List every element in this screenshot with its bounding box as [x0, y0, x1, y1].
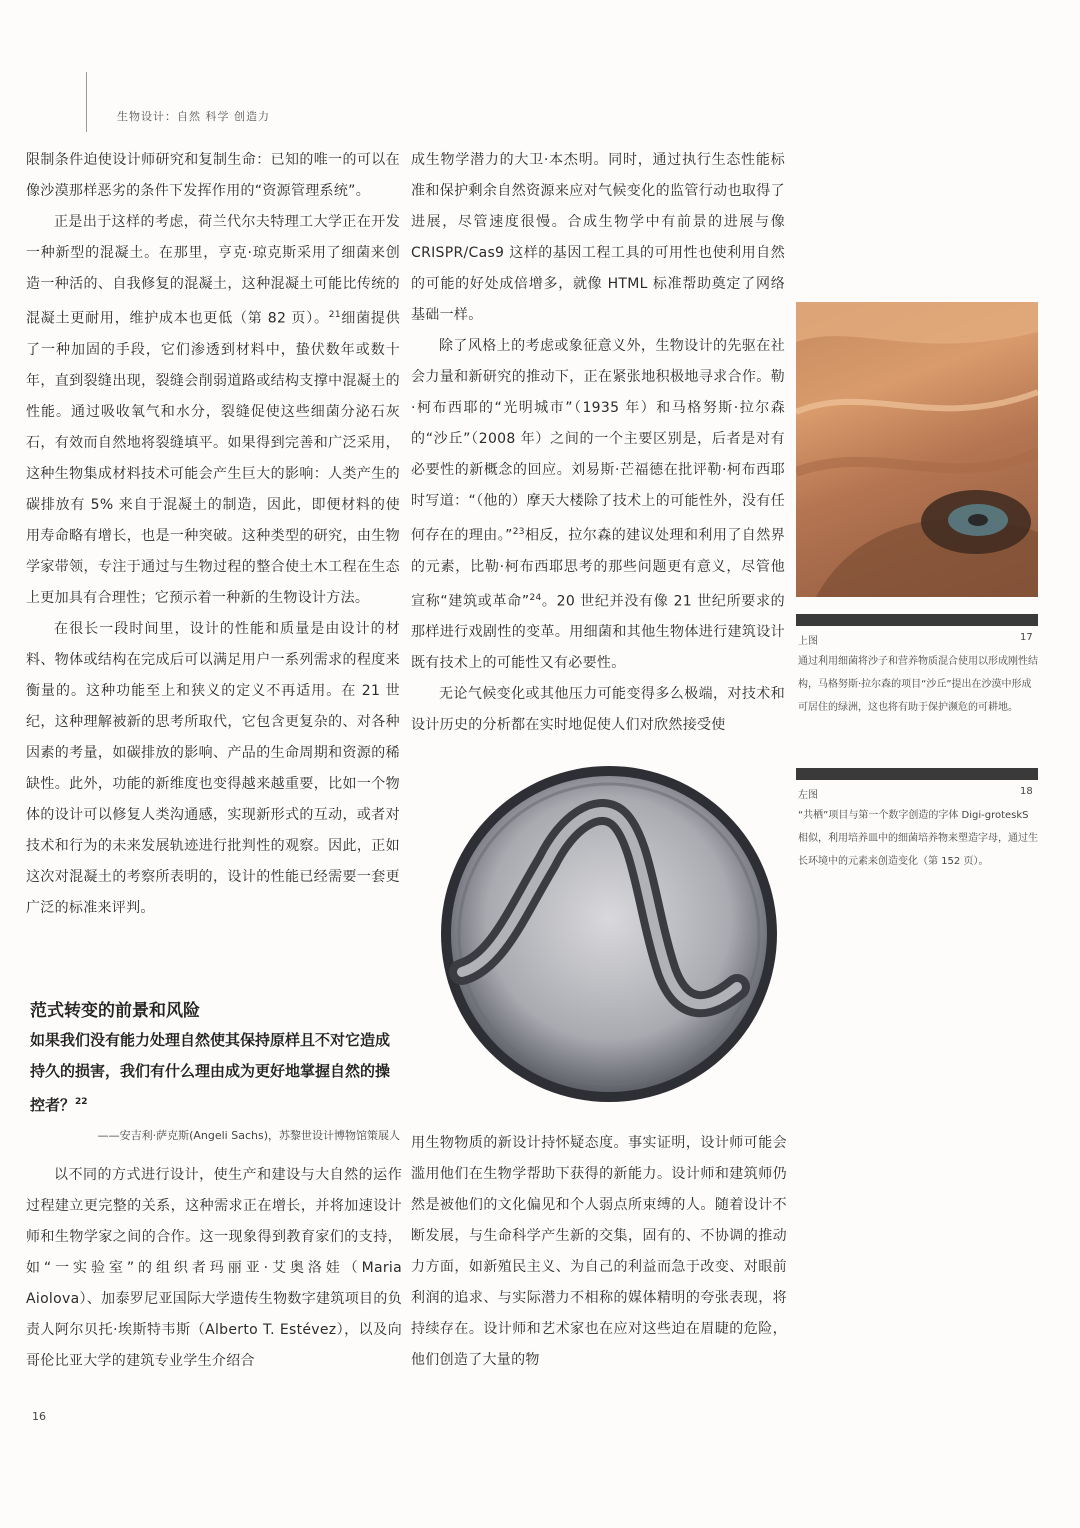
caption-number: 18 — [1020, 786, 1033, 797]
caption-text: 通过利用细菌将沙子和营养物质混合使用以形成刚性结构，马格努斯·拉尔森的项目“沙丘”提出在沙漠中形成可居住的绿洲，这也将有助于保护濒危的可耕地。 — [798, 656, 1038, 713]
caption-label: 左图 — [798, 790, 818, 801]
caption-number: 17 — [1020, 632, 1033, 643]
caption-bar — [796, 614, 1038, 626]
paragraph: 以不同的方式进行设计，使生产和建设与大自然的运作过程建立更完整的关系，这种需求正在增长，并将加速设计师和生物学家之间的合作。这一现象得到教育家们的支持，如“一实验室”的组织者玛丽亚·艾奥洛娃（Maria Aiolova）、加泰罗尼亚国际大学遗传生物数字建筑项目的负责人阿尔贝托·埃斯特韦斯（Alberto T. Estévez），以及向哥伦比亚大学的建筑专业学生介绍合 — [26, 1167, 402, 1369]
column-left-lower — [26, 1160, 402, 1377]
caption-bar — [796, 768, 1038, 780]
paragraph: 正是出于这样的考虑，荷兰代尔夫特理工大学正在开发一种新型的混凝土。在那里，亨克·琼克斯采用了细菌来创造一种活的、自我修复的混凝土，这种混凝土可能比传统的混凝土更耐用，维护成本也更低（第 82 页）。$^{21}$细菌提供了一种加固的手段，它们渗透到材料中，蛰伏数年或数十年，直到裂缝出现，裂缝会削弱道路或结构支撑中混凝土的性能。通过吸收氧气和水分，裂缝促使这些细菌分泌石灰石，有效而自然地将裂缝填平。如果得到完善和广泛采用，这种生物集成材料技术可能会产生巨大的影响：人类产生的碳排放有 5% 来自于混凝土的制造，因此，即便材料的使用寿命略有增长，也是一种突破。这种类型的研究，由生物学家带领，专注于通过与生物过程的整合使土木工程在生态上更加具有合理性；它预示着一种新的生物设计方法。 — [26, 214, 400, 606]
running-header: 生物设计：自然 科学 创造力 — [117, 110, 270, 123]
paragraph: 无论气候变化或其他压力可能变得多么极端，对技术和设计历史的分析都在实时地促使人们对欣然接受使 — [411, 686, 785, 734]
desert-dune-photo — [796, 302, 1038, 597]
paragraph: 在很长一段时间里，设计的性能和质量是由设计的材料、物体或结构在完成后可以满足用户一系列需求的程度来衡量的。这种功能至上和狭义的定义不再适用。在 21 世纪，这种理解被新的思考所取代，它包含更复杂的、对各种因素的考量，如碳排放的影响、产品的生命周期和资源的稀缺性。此外，功能的新维度也变得越来越重要，比如一个物体的设计可以修复人类沟通感，实现新形式的互动，或者对技术和行为的未来发展轨迹进行批判性的观察。因此，正如这次对混凝土的考察所表明的，设计的性能已经需要一套更广泛的标准来评判。 — [26, 620, 400, 916]
paragraph: 限制条件迫使设计师研究和复制生命：已知的唯一的可以在像沙漠那样恶劣的条件下发挥作用的“资源管理系统”。 — [26, 152, 400, 199]
header-rule — [86, 72, 87, 132]
page-number: 16 — [32, 1410, 46, 1423]
paragraph: 除了风格上的考虑或象征意义外，生物设计的先驱在社会力量和新研究的推动下，正在紧张地积极地寻求合作。勒·柯布西耶的“光明城市”（1935 年）和马格努斯·拉尔森的“沙丘”（2008 年）之间的一个主要区别是，后者是对有必要性的新概念的回应。刘易斯·芒福德在批评勒·柯布西耶时写道：“（他的）摩天大楼除了技术上的可能性外，没有任何存在的理由。”$^{23}$相反，拉尔森的建议处理和利用了自然界的元素，比勒·柯布西耶思考的那些问题更有意义，尽管他宣称“建筑或革命”$^{24}$。20 世纪并没有像 21 世纪所要求的那样进行戏剧性的变革。用细菌和其他生物体进行建筑设计既有技术上的可能性又有必要性。 — [411, 338, 786, 672]
caption-text: “共栖”项目与第一个数字创造的字体 Digi-groteskS 相似，利用培养皿中的细菌培养物来塑造字母，通过生长环境中的元素来创造变化（第 152 页）。 — [798, 810, 1038, 867]
caption-label: 上图 — [798, 636, 818, 647]
paragraph: 成生物学潜力的大卫·本杰明。同时，通过执行生态性能标准和保护剩余自然资源来应对气候变化的监管行动也取得了进展，尽管速度很慢。合成生物学中有前景的进展与像 CRISPR/Cas9 这样的基因工程工具的可用性也使利用自然的可能的好处成倍增多，就像 HTML 标准帮助奠定了网络基础一样。 — [411, 152, 785, 323]
quote-attribution: ——安吉利·萨克斯(Angeli Sachs)，苏黎世设计博物馆策展人 — [97, 1129, 400, 1142]
petri-dish-photo — [437, 762, 782, 1107]
column-middle — [411, 145, 785, 741]
column-left — [26, 145, 400, 924]
pull-quote: 如果我们没有能力处理自然使其保持原样且不对它造成持久的损害，我们有什么理由成为更好地掌握自然的操控者？$^{22}$ — [30, 1031, 391, 1114]
section-heading: 范式转变的前景和风险 — [30, 1001, 200, 1021]
paragraph: 用生物物质的新设计持怀疑态度。事实证明，设计师可能会滥用他们在生物学帮助下获得的新能力。设计师和建筑师仍然是被他们的文化偏见和个人弱点所束缚的人。随着设计不断发展，与生命科学产生新的交集，固有的、不协调的推动力方面，如新殖民主义、为自己的利益而急于改变、对眼前利润的追求、与实际潜力不相称的媒体精明的夸张表现，将持续存在。设计师和艺术家也在应对这些迫在眉睫的危险，他们创造了大量的物 — [411, 1135, 787, 1368]
column-middle-lower — [411, 1128, 787, 1376]
